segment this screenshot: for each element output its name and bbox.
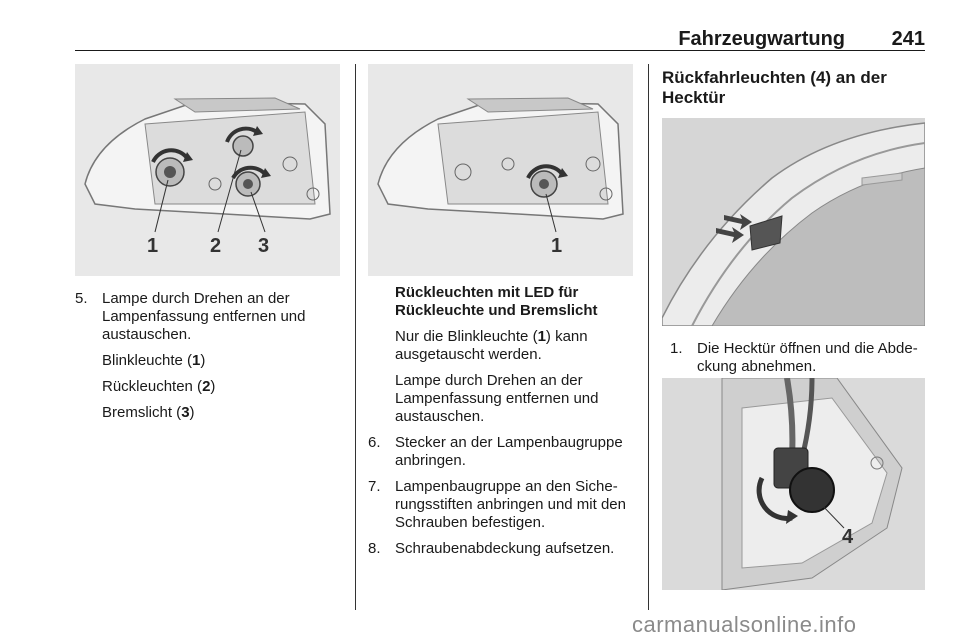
callout-4: 4: [842, 526, 854, 548]
page-title: Fahrzeugwartung: [678, 28, 845, 50]
tailgate-figure: [662, 118, 925, 326]
taillight-figure-2: [368, 64, 633, 276]
column-3-heading: [662, 68, 925, 108]
page-number: 241: [891, 28, 925, 50]
column-2: [368, 284, 638, 566]
tailgate-illustration: [662, 118, 925, 326]
column-3-step: [670, 340, 930, 384]
header-rule: [75, 50, 925, 51]
reversing-light-illustration: [662, 378, 925, 590]
watermark: carmanualsonline.info: [632, 612, 857, 637]
page-header: [75, 28, 925, 50]
step-number: 5.: [75, 290, 88, 307]
callout-1: 1: [551, 235, 563, 257]
step-8: 8. Schraubenabdeckung aufsetzen.: [368, 540, 615, 557]
callout-3: 3: [258, 235, 270, 257]
callout-2: 2: [210, 235, 222, 257]
reversing-light-figure: [662, 378, 925, 590]
led-subheading: Rückleuchten mit LED für Rückleuchte und Bremslicht: [395, 284, 598, 319]
bulb-line-1: Blinkleuchte (1): [102, 352, 206, 369]
led-taillight-illustration: [368, 64, 633, 276]
column-divider-2: [648, 64, 649, 610]
taillight-illustration: [75, 64, 340, 276]
column-1: [75, 290, 340, 430]
bulb-line-2: Rückleuchten (2): [102, 378, 216, 395]
callout-1: 1: [147, 235, 159, 257]
step-7: 7. Lampenbaugruppe an den Sicherungsstiften anbringen und mit den Schrauben befestigen.: [368, 478, 626, 531]
step-6: 6. Stecker an der Lampenbaugruppe anbringen.: [368, 434, 623, 469]
column-divider-1: [355, 64, 356, 610]
taillight-figure-1: [75, 64, 340, 276]
step-text: Lampe durch Drehen an der Lampenfassung entfernen und austauschen.: [102, 290, 306, 343]
led-paragraph-2: Lampe durch Drehen an der Lampenfassung entfernen und austauschen.: [395, 372, 599, 425]
bulb-line-3: Bremslicht (3): [102, 404, 195, 421]
section-title: Rückfahrleuchten (4) an der Hecktür: [662, 68, 887, 107]
led-paragraph-1: Nur die Blinkleuchte (1) kann ausgetauscht werden.: [395, 328, 588, 363]
step-5: [75, 290, 340, 344]
step-1: 1. Die Hecktür öffnen und die Abdeckung abnehmen.: [670, 340, 918, 375]
